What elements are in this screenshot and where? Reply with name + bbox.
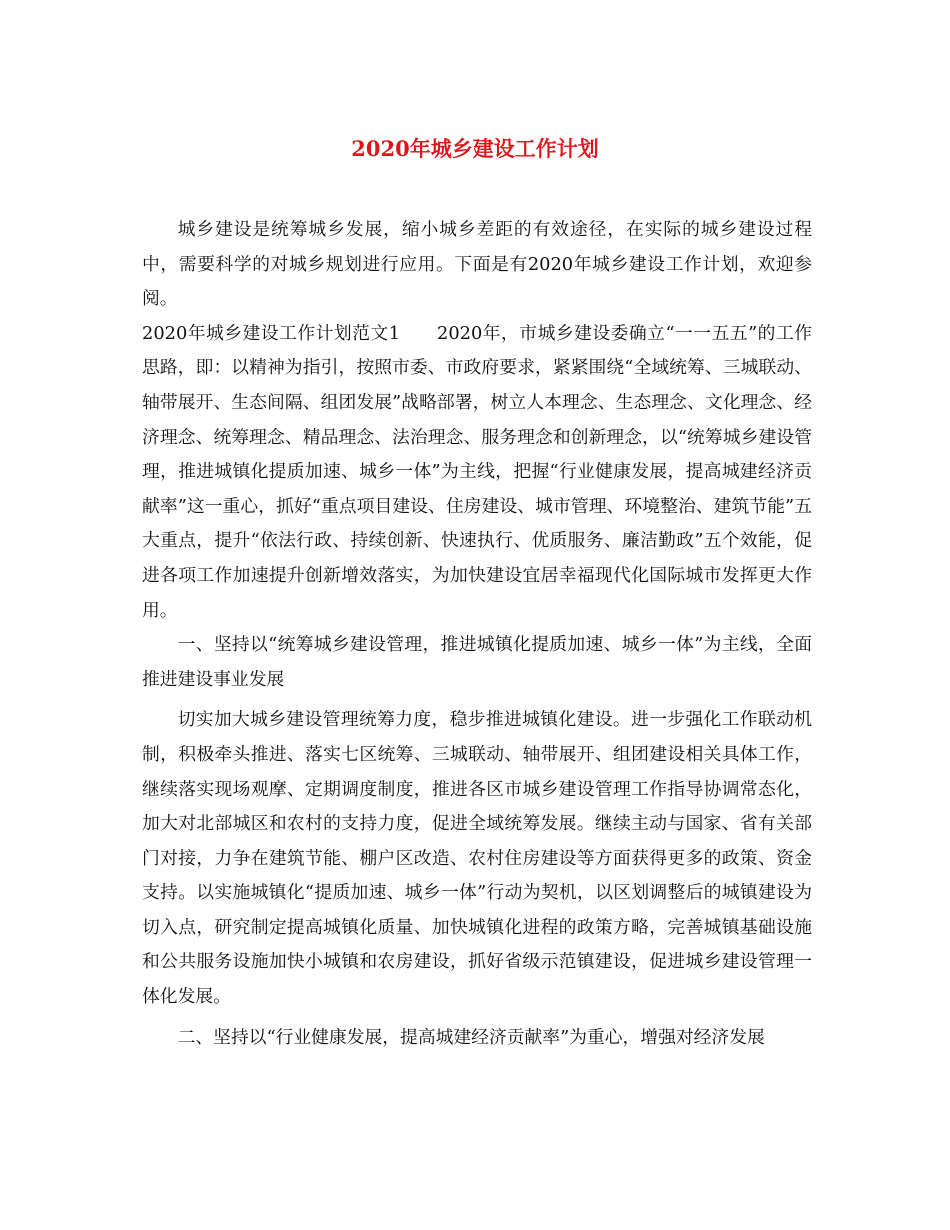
paragraph-section-1-body: 切实加大城乡建设管理统筹力度，稳步推进城镇化建设。进一步强化工作联动机制，积极牵头推进、落实七区统筹、三城联动、轴带展开、组团建设相关具体工作，继续落实现场观摩、定期调度制度，推进各区市城乡建设管理工作指导协调常态化，加大对北部城区和农村的支持力度，促进全域统筹发展。继续主动与国家、省有关部门对接，力争在建筑节能、棚户区改造、农村住房建设等方面获得更多的政策、资金支持。以实施城镇化“提质加速、城乡一体”行动为契机，以区划调整后的城镇建设为切入点，研究制定提高城镇化质量、加快城镇化进程的政策方略，完善城镇基础设施和公共服务设施加快小城镇和农房建设，抓好省级示范镇建设，促进城乡建设管理一体化发展。 bbox=[142, 709, 812, 1008]
document-title: 2020年城乡建设工作计划 bbox=[351, 136, 599, 161]
paragraph-section-2-heading: 二、坚持以“行业健康发展，提高城建经济贡献率”为重心，增强对经济发展 bbox=[177, 1026, 765, 1048]
document-body bbox=[142, 213, 812, 1055]
paragraph-intro: 城乡建设是统筹城乡发展，缩小城乡差距的有效途径，在实际的城乡建设过程中，需要科学的对城乡规划进行应用。下面是有2020年城乡建设工作计划，欢迎参阅。 bbox=[142, 219, 812, 310]
paragraph-sample-1: 2020年城乡建设工作计划范文1 2020年，市城乡建设委确立“一一五五”的工作思路，即：以精神为指引，按照市委、市政府要求，紧紧围绕“全域统筹、三城联动、轴带展开、生态间隔、组团发展”战略部署，树立人本理念、生态理念、文化理念、经济理念、统筹理念、精品理念、法治理念、服务理念和创新理念，以“统筹城乡建设管理，推进城镇化提质加速、城乡一体”为主线，把握“行业健康发展，提高城建经济贡献率”这一重心，抓好“重点项目建设、住房建设、城市管理、环境整治、建筑节能”五大重点，提升“依法行政、持续创新、快速执行、优质服务、廉洁勤政”五个效能，促进各项工作加速提升创新增效落实，为加快建设宜居幸福现代化国际城市发挥更大作用。 bbox=[142, 322, 812, 621]
paragraph-section-1-heading: 一、坚持以“统筹城乡建设管理，推进城镇化提质加速、城乡一体”为主线，全面推进建设事业发展 bbox=[142, 634, 812, 690]
